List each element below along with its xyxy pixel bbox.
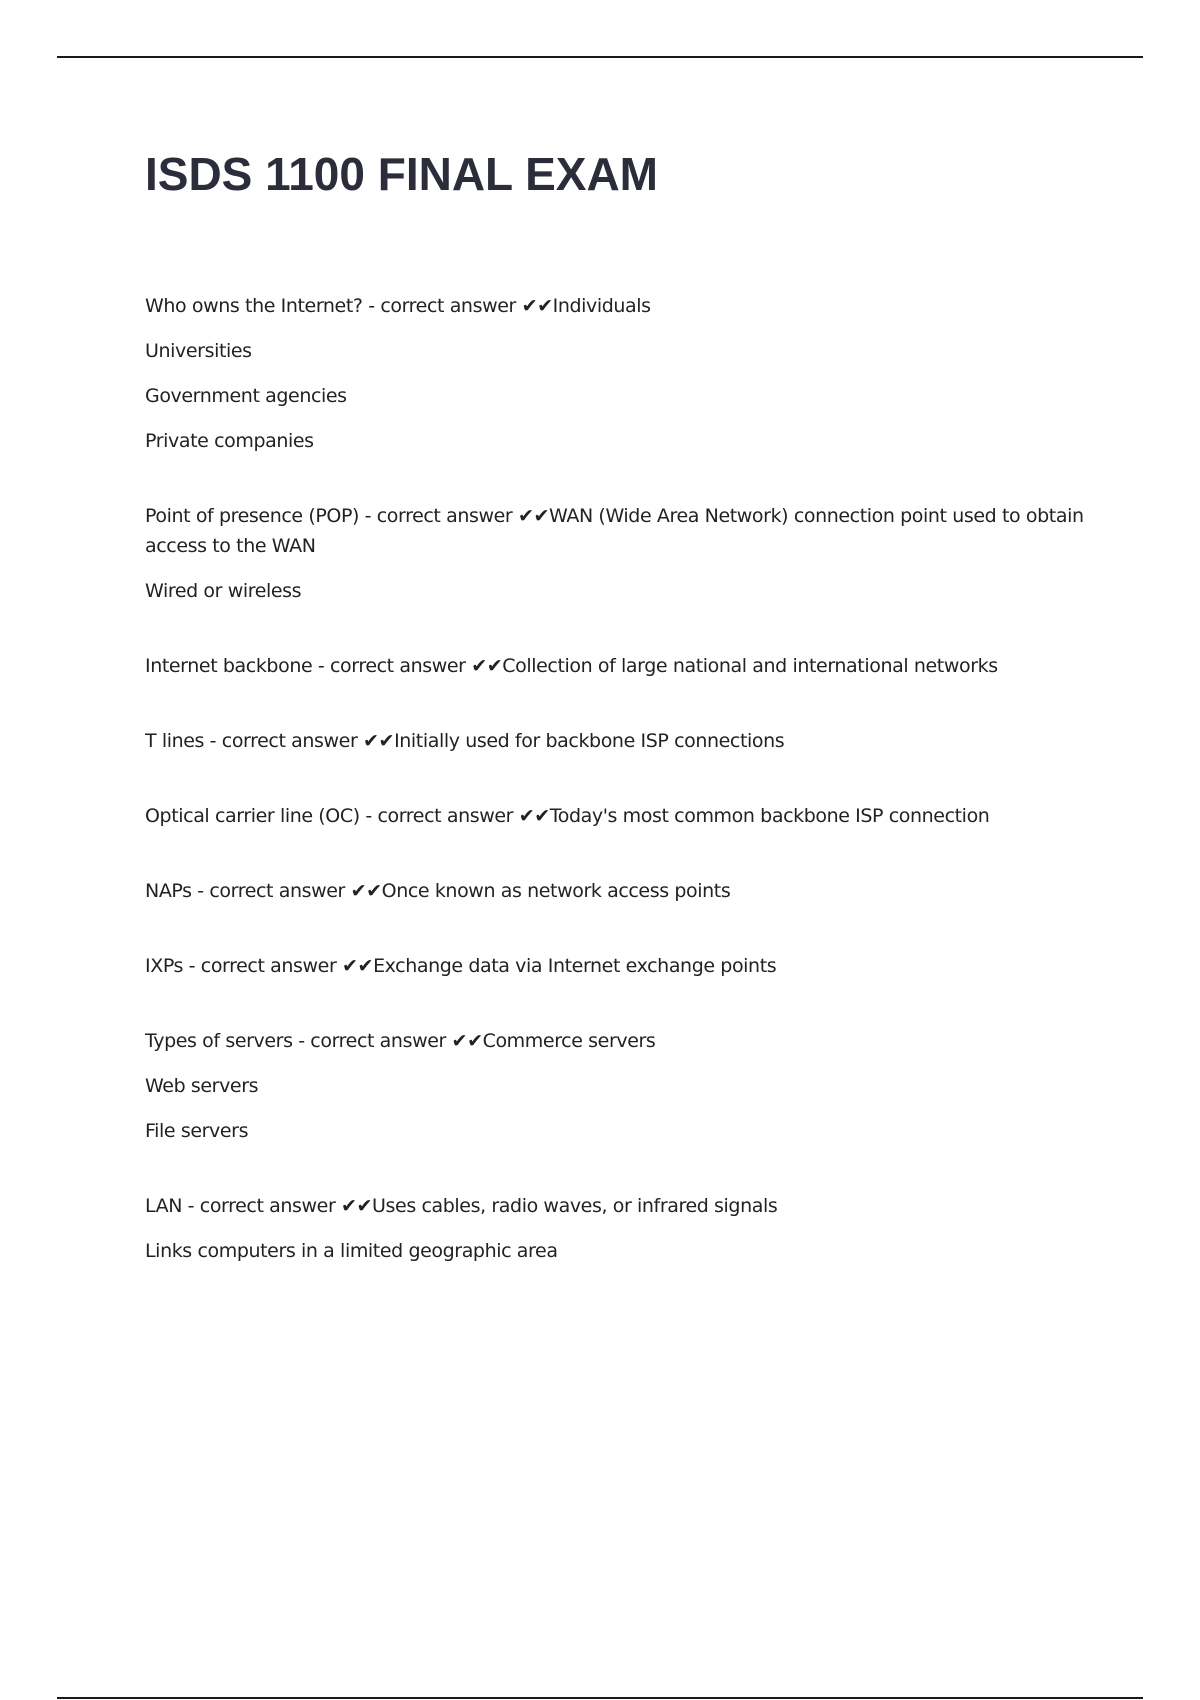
qa-list [145,291,1095,1311]
answer-continuation: Universities [145,340,252,362]
question-line [145,801,1095,831]
question-text: Types of servers - correct answer [145,1030,452,1052]
answer-text: Exchange data via Internet exchange points [373,955,777,977]
answer-continuation: File servers [145,1120,249,1142]
answer-text: Initially used for backbone ISP connections [394,730,785,752]
document-title: ISDS 1100 FINAL EXAM [145,148,658,200]
question-line [145,1191,1095,1221]
qa-item [145,1026,1095,1146]
answer-text: Today's most common backbone ISP connection [549,805,990,827]
answer-continuation: Government agencies [145,385,347,407]
answer-text: Uses cables, radio waves, or infrared signals [372,1195,778,1217]
answer-continuation: Private companies [145,430,314,452]
answer-continuation: Links computers in a limited geographic area [145,1240,558,1262]
question-text: Point of presence (POP) - correct answer [145,505,518,527]
qa-item [145,291,1095,456]
question-text: NAPs - correct answer [145,880,351,902]
qa-item [145,1191,1095,1266]
double-check-icon: ✔✔ [451,1030,483,1052]
question-line [145,876,1095,906]
double-check-icon: ✔✔ [521,295,553,317]
question-text: Optical carrier line (OC) - correct answer [145,805,519,827]
qa-item [145,876,1095,906]
qa-item [145,651,1095,681]
question-line [145,291,1095,321]
question-text: Internet backbone - correct answer [145,655,472,677]
answer-continuation: Web servers [145,1075,259,1097]
answer-text: Individuals [552,295,651,317]
question-text: LAN - correct answer [145,1195,341,1217]
bottom-rule [57,1697,1143,1699]
question-text: IXPs - correct answer [145,955,343,977]
top-rule [57,56,1143,58]
double-check-icon: ✔✔ [363,730,395,752]
question-line [145,501,1095,561]
question-text: T lines - correct answer [145,730,364,752]
double-check-icon: ✔✔ [517,505,550,527]
double-check-icon: ✔✔ [341,1195,373,1217]
qa-item [145,801,1095,831]
double-check-icon: ✔✔ [350,880,382,902]
answer-continuation: Wired or wireless [145,580,302,602]
answer-text: Commerce servers [482,1030,656,1052]
qa-item [145,501,1095,606]
question-line [145,1026,1095,1056]
question-text: Who owns the Internet? - correct answer [145,295,522,317]
double-check-icon: ✔✔ [471,655,503,677]
question-line [145,726,1095,756]
question-line [145,951,1095,981]
qa-item [145,726,1095,756]
answer-text: WAN (Wide Area Network) connection point used to obtain access to the WAN [145,505,1084,557]
double-check-icon: ✔✔ [342,955,374,977]
question-line [145,651,1095,681]
answer-text: Collection of large national and international networks [502,655,998,677]
qa-item [145,951,1095,981]
double-check-icon: ✔✔ [518,805,550,827]
answer-text: Once known as network access points [381,880,731,902]
